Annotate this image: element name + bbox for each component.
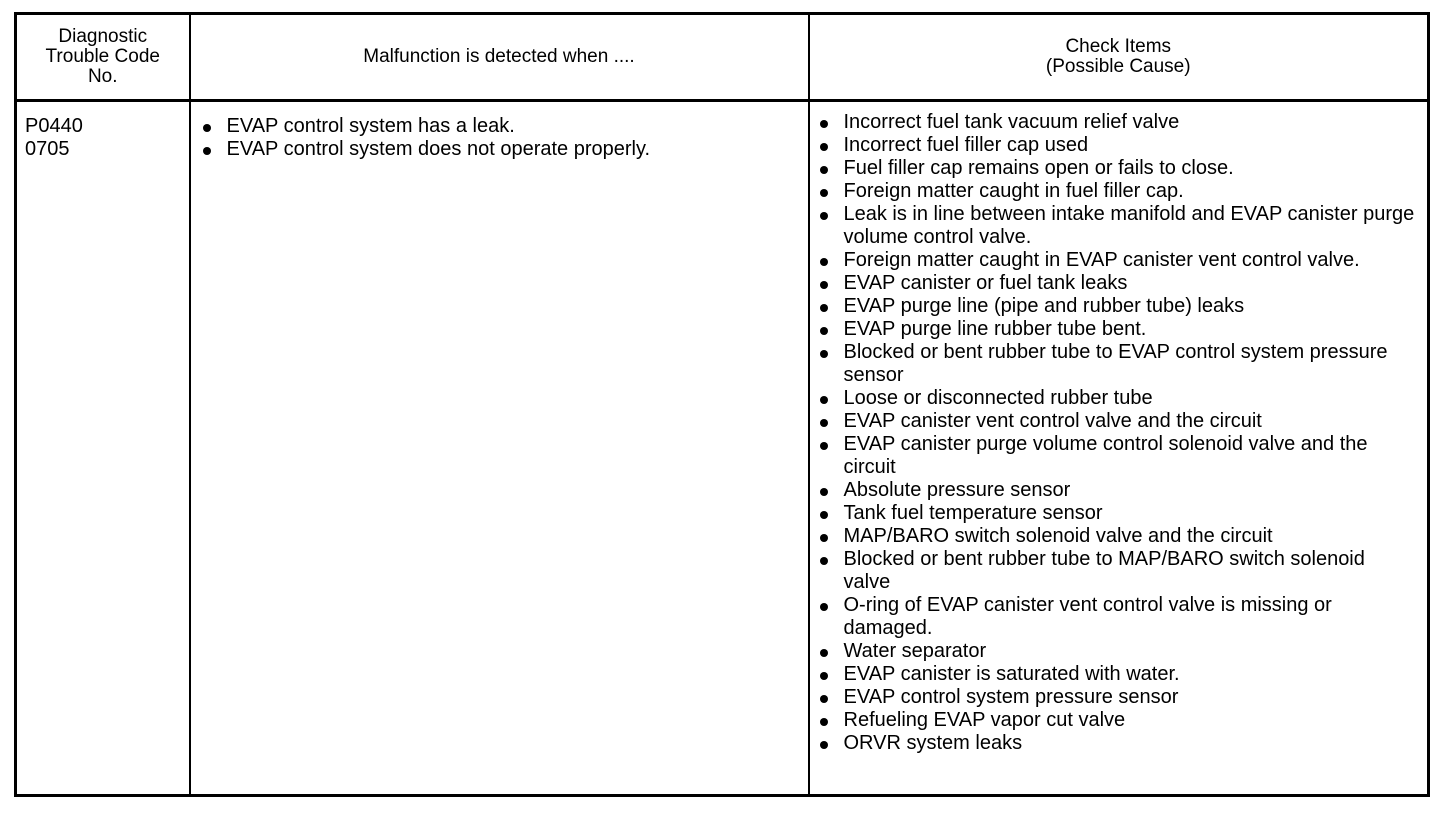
header-check-items <box>809 14 1429 101</box>
header-malfunction-text: Malfunction is detected when .... <box>363 46 635 67</box>
bullet-icon <box>820 212 828 220</box>
bullet-icon <box>820 534 828 542</box>
check-item <box>818 249 1418 272</box>
dtc-code-cell <box>16 101 190 796</box>
header-check-items-line-1: Check Items <box>1065 36 1172 57</box>
check-item <box>818 180 1418 203</box>
table-row <box>16 101 1429 796</box>
bullet-icon <box>820 258 828 266</box>
check-item-text: Absolute pressure sensor <box>843 479 1071 501</box>
check-item-text: Leak is in line between intake manifold and EVAP canister purge volume control valve. <box>843 203 1415 248</box>
header-dtc-line-1: Diagnostic <box>58 26 148 47</box>
check-item <box>818 318 1418 341</box>
check-item <box>818 272 1418 295</box>
check-item <box>818 548 1418 594</box>
check-item-text: ORVR system leaks <box>843 732 1023 754</box>
check-item <box>818 479 1418 502</box>
check-item-text: EVAP purge line rubber tube bent. <box>843 318 1147 340</box>
check-item-text: EVAP control system pressure sensor <box>843 686 1179 708</box>
bullet-icon <box>820 304 828 312</box>
bullet-icon <box>820 603 828 611</box>
check-item-text: Refueling EVAP vapor cut valve <box>843 709 1126 731</box>
check-item <box>818 295 1418 318</box>
check-item <box>818 410 1418 433</box>
header-row <box>16 14 1429 101</box>
check-item <box>818 732 1418 755</box>
check-item-text: Blocked or bent rubber tube to MAP/BARO switch solenoid valve <box>843 548 1365 593</box>
check-items-list <box>818 111 1418 755</box>
check-item <box>818 709 1418 732</box>
diagnostic-trouble-code-table <box>14 12 1430 797</box>
bullet-icon <box>820 120 828 128</box>
check-item-text: Fuel filler cap remains open or fails to close. <box>843 157 1234 179</box>
check-item-text: O-ring of EVAP canister vent control valve is missing or damaged. <box>843 594 1332 639</box>
dtc-code: 0705 <box>25 138 70 160</box>
check-item-text: Foreign matter caught in EVAP canister vent control valve. <box>843 249 1360 271</box>
check-item <box>818 341 1418 387</box>
bullet-icon <box>820 350 828 358</box>
check-item <box>818 134 1418 157</box>
bullet-icon <box>820 557 828 565</box>
bullet-icon <box>203 124 211 132</box>
header-check-items-line-2: (Possible Cause) <box>1045 56 1191 77</box>
check-item <box>818 686 1418 709</box>
check-item-text: EVAP canister is saturated with water. <box>843 663 1180 685</box>
malfunction-item-text: EVAP control system does not operate properly. <box>226 138 651 160</box>
check-items-cell <box>809 101 1429 796</box>
check-item <box>818 594 1418 640</box>
check-item-text: EVAP canister vent control valve and the circuit <box>843 410 1262 432</box>
bullet-icon <box>820 741 828 749</box>
check-item <box>818 157 1418 180</box>
bullet-icon <box>820 672 828 680</box>
check-item <box>818 663 1418 686</box>
malfunction-item-text: EVAP control system has a leak. <box>226 115 515 137</box>
check-item <box>818 387 1418 410</box>
header-dtc-line-3: No. <box>87 66 118 87</box>
header-malfunction <box>190 14 809 101</box>
check-item <box>818 203 1418 249</box>
check-item-text: Loose or disconnected rubber tube <box>843 387 1153 409</box>
check-item-text: Blocked or bent rubber tube to EVAP control system pressure sensor <box>843 341 1388 386</box>
bullet-icon <box>820 488 828 496</box>
bullet-icon <box>203 147 211 155</box>
check-item <box>818 433 1418 479</box>
bullet-icon <box>820 442 828 450</box>
check-item-text: Foreign matter caught in fuel filler cap. <box>843 180 1184 202</box>
check-item-text: EVAP canister or fuel tank leaks <box>843 272 1128 294</box>
bullet-icon <box>820 327 828 335</box>
bullet-icon <box>820 649 828 657</box>
malfunction-list <box>201 115 800 161</box>
check-item-text: MAP/BARO switch solenoid valve and the circuit <box>843 525 1273 547</box>
check-item <box>818 111 1418 134</box>
check-item-text: Water separator <box>843 640 987 662</box>
table-header <box>16 14 1429 101</box>
bullet-icon <box>820 189 828 197</box>
bullet-icon <box>820 419 828 427</box>
header-dtc-line-2: Trouble Code <box>45 46 160 67</box>
check-item <box>818 502 1418 525</box>
bullet-icon <box>820 511 828 519</box>
malfunction-item <box>201 138 800 161</box>
bullet-icon <box>820 396 828 404</box>
bullet-icon <box>820 281 828 289</box>
dtc-code: P0440 <box>25 115 83 137</box>
bullet-icon <box>820 695 828 703</box>
bullet-icon <box>820 718 828 726</box>
header-dtc-number <box>16 14 190 101</box>
check-item <box>818 640 1418 663</box>
check-item-text: EVAP purge line (pipe and rubber tube) leaks <box>843 295 1245 317</box>
check-item-text: EVAP canister purge volume control solenoid valve and the circuit <box>843 433 1368 478</box>
check-item-text: Incorrect fuel filler cap used <box>843 134 1089 156</box>
check-item-text: Incorrect fuel tank vacuum relief valve <box>843 111 1180 133</box>
malfunction-item <box>201 115 800 138</box>
malfunction-cell <box>190 101 809 796</box>
check-item <box>818 525 1418 548</box>
bullet-icon <box>820 166 828 174</box>
bullet-icon <box>820 143 828 151</box>
check-item-text: Tank fuel temperature sensor <box>843 502 1103 524</box>
